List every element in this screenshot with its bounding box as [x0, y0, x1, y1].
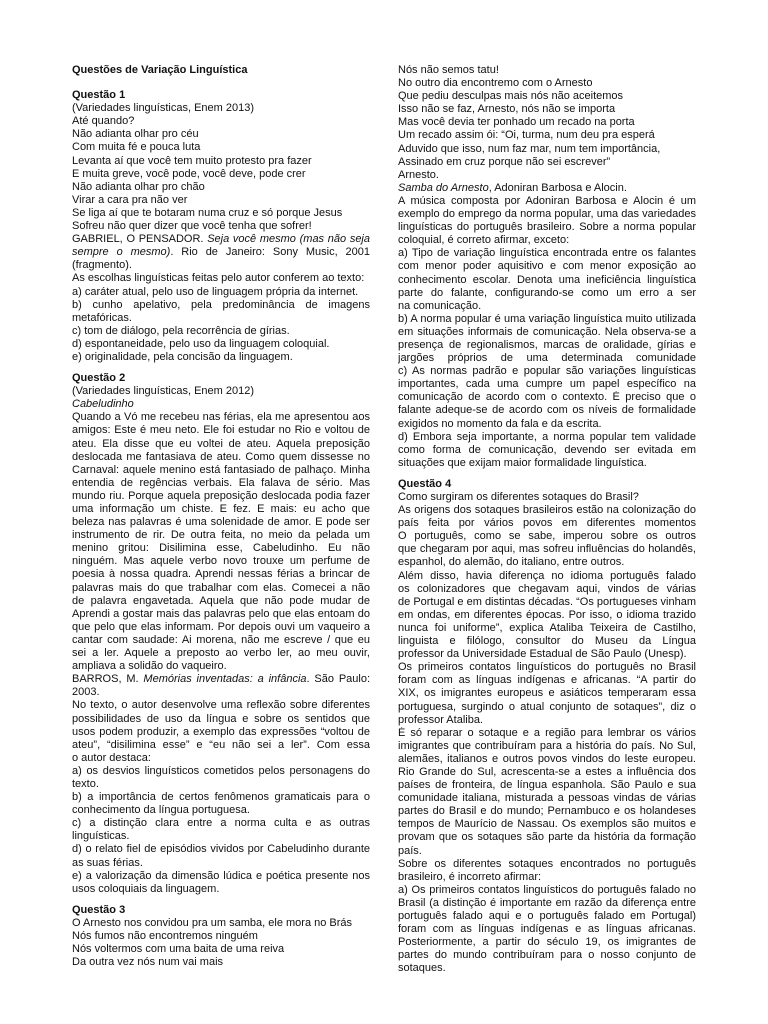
- lyric-line: No outro dia encontremo com o Arnesto: [398, 77, 593, 90]
- lyric-line: Que pediu desculpas mais nós não aceitemos: [398, 90, 624, 103]
- text-line: As origens dos sotaques brasileiros estão na colonização do: [398, 504, 696, 517]
- text-line: professor da Universidade Estadual de São Paulo (Unesp).: [398, 648, 687, 661]
- text-line: os colonizadores que chegavam aqui, vindos de várias: [398, 582, 696, 595]
- text-line: foram com as línguas indígenas e as línguas africanas.: [398, 923, 696, 936]
- question-3-lyrics: [72, 917, 370, 969]
- text-line: comunidade italiana, misturada a pessoas vindas de várias: [398, 792, 696, 805]
- text-line: espanhol, do alemão, do italiano, entre outros.: [398, 556, 625, 569]
- stem-line: usos podem produzir, a exemplo das expressões “voltou de: [72, 725, 370, 738]
- text-line: sotaques.: [398, 962, 446, 975]
- question-1-citation-cont: [72, 246, 370, 259]
- option-line: texto.: [72, 777, 99, 790]
- text-line: país feita por vários povos em diferentes momentos: [398, 517, 696, 530]
- right-column: [398, 64, 696, 975]
- lyric-line: Arnesto.: [398, 168, 439, 181]
- question-2-source: (Variedades linguísticas, Enem 2012): [72, 385, 255, 398]
- option-line: e) a valorização da dimensão lúdica e poética presente nos: [72, 869, 370, 882]
- text-line: que pelo que elas informam. Por depois ouvi um vaqueiro a: [72, 620, 370, 633]
- text-line: como forma de comunicação, devendo ser evitada em: [398, 443, 696, 456]
- text-line: portuguesa, surgindo o atual conjunto de sotaques”, diz o: [398, 700, 696, 713]
- question-1-citation-end: (fragmento).: [72, 259, 132, 272]
- text-line: exigidos no momento da fala e da escrita.: [398, 417, 602, 430]
- text-line: jargões próprios de uma determinada comunidade: [398, 352, 696, 365]
- text-line: Além disso, havia diferença no idioma português falado: [398, 569, 696, 582]
- text-line: presença de regionalismos, marcas de oralidade, gírias e: [398, 338, 696, 351]
- question-1-poem: [72, 115, 370, 233]
- poem-line: E muita greve, você pode, você deve, pode crer: [72, 167, 306, 180]
- option-line: c) tom de diálogo, pela recorrência de gírias.: [72, 324, 290, 337]
- text-line: Os primeiros contatos linguísticos do português no Brasil: [398, 661, 696, 674]
- text-line: português falado aqui e o português falado em Portugal): [398, 910, 696, 922]
- text-line: situações que exijam maior formalidade linguística.: [398, 456, 647, 469]
- question-2-text-title: Cabeludinho: [72, 398, 134, 411]
- text-line: Posteriormente, a partir do século 19, os imigrantes de: [398, 936, 696, 949]
- option-line: b) a importância de certos fenômenos gramaticais para o: [72, 791, 370, 804]
- poem-line: Se liga aí que te botaram numa cruz e só porque Jesus: [72, 206, 343, 219]
- text-line: d) Embora seja importante, a norma popular tem validade: [398, 430, 696, 443]
- lyric-line: Assinado em cruz porque não sei escrever”: [398, 155, 611, 168]
- text-line: conhecimento escolar. Denota uma ineficiência linguística: [398, 273, 696, 286]
- text-line: alemães, italianos e outros povos vindos do leste europeu.: [398, 752, 696, 765]
- text-line: brasileiro, é incorreto afirmar:: [398, 870, 542, 883]
- option-line: e) originalidade, pela concisão da linguagem.: [72, 350, 293, 363]
- text-line: de Portugal e em distintas décadas. “Os portugueses vinham: [398, 595, 696, 608]
- text-line: mundo riu. Porque aquela preposição deslocada podia fazer: [72, 489, 370, 502]
- text-line: em situações informais de comunicação. Nela observa-se a: [398, 325, 696, 338]
- text-line: parte do falante, configurando-se como um erro a ser: [398, 286, 696, 299]
- option-line: c) a distinção clara entre a norma culta e as outras: [72, 817, 370, 830]
- question-2-text: [72, 411, 370, 673]
- question-1-stem: As escolhas linguísticas feitas pelo autor conferem ao texto:: [72, 272, 365, 285]
- lyric-line: Mas você devia ter ponhado um recado na porta: [398, 116, 635, 129]
- stem-line: No texto, o autor desenvolve uma reflexão sobre diferentes: [72, 699, 370, 712]
- option-line: d) espontaneidade, pelo uso da linguagem coloquial.: [72, 337, 330, 350]
- text-line: ninguém. Mas aquele verbo novo trouxe um perfume de: [72, 555, 370, 568]
- text-line: partes do mundo contribuíram para o nosso conjunto de: [398, 949, 696, 962]
- left-column: [72, 64, 370, 969]
- question-4-heading: Questão 4: [398, 477, 452, 490]
- question-4-text: [398, 491, 696, 975]
- text-line: ateu. Ela disse que eu voltei de ateu. Aquela preposição: [72, 437, 370, 450]
- option-line: metafóricas.: [72, 311, 132, 324]
- citation-work-cont: sempre o mesmo): [72, 246, 171, 259]
- text-line: palavras mais do que trabalhar com elas. Comecei a não: [72, 581, 370, 594]
- text-line: a) Os primeiros contatos linguísticos do português falado no: [398, 883, 696, 896]
- citation-work: Seja você mesmo (mas não seja: [207, 233, 370, 246]
- citation-authors: , Adoniran Barbosa e Alocin.: [488, 181, 627, 194]
- option-line: a) os desvios linguísticos cometidos pelos personagens do: [72, 764, 370, 777]
- text-line: linguísticas do português brasileiro. Sobre a norma popular: [398, 221, 696, 234]
- question-2-stem: [72, 699, 370, 764]
- option-line: b) cunho apelativo, pela predominância de imagens: [72, 298, 370, 311]
- question-3-text: [398, 195, 696, 470]
- text-line: c) As normas padrão e popular são variações linguísticas: [398, 365, 696, 378]
- text-line: falante adeque-se de acordo com os níveis de formalidade: [398, 404, 696, 417]
- poem-line: Sofreu não quer dizer que você tenha que sofrer!: [72, 220, 312, 233]
- text-line: uma informação um chiste. E fez. E mais: eu acho que: [72, 503, 370, 515]
- text-line: na comunicação.: [398, 299, 482, 312]
- poem-line: Levanta aí que você tem muito protesto pra fazer: [72, 154, 312, 167]
- text-line: em ondas, em diferentes épocas. Por isso, o idioma trazido: [398, 608, 696, 621]
- lyric-line: Isso não se faz, Arnesto, nós não se importa: [398, 103, 616, 116]
- citation-publisher: . São Paulo:: [306, 673, 370, 686]
- text-line: de palavra engavetada. Aquela que não pode mudar de: [72, 594, 370, 607]
- text-line: partes do Brasil e do mundo; Pernambuco e os holandeses: [398, 805, 696, 818]
- text-line: coloquial, é correto afirmar, exceto:: [398, 234, 570, 247]
- question-1-source: (Variedades linguísticas, Enem 2013): [72, 102, 255, 115]
- lyric-line: O Arnesto nos convidou pra um samba, ele mora no Brás: [72, 916, 353, 929]
- question-1-heading: Questão 1: [72, 89, 126, 102]
- poem-line: Virar a cara pra não ver: [72, 193, 188, 206]
- text-line: importantes, cada uma cumpre um papel específico na: [398, 378, 696, 391]
- question-1-options: [72, 286, 370, 365]
- text-line: professor Ataliba.: [398, 713, 483, 726]
- stem-line: o autor destaca:: [72, 751, 151, 764]
- citation-author: GABRIEL, O PENSADOR.: [72, 233, 204, 246]
- lyric-line: Da outra vez nós num vai mais: [72, 956, 224, 969]
- text-line: Quando a Vó me recebeu nas férias, ela me apresentou aos: [72, 411, 370, 424]
- text-line: imigrantes que contribuíram para a história do país. No Sul,: [398, 739, 696, 752]
- text-line: É só reparar o sotaque e a região para lembrar os vários: [398, 726, 696, 739]
- lyric-line: Aduvido que isso, num faz mar, num tem importância,: [398, 142, 661, 155]
- text-line: Brasil (a distinção é importante em razão da diferença entre: [398, 896, 696, 909]
- text-line: Carnaval: aquele menino está fantasiado de palhaço. Minha: [72, 463, 370, 476]
- text-line: ampliava a solidão do vaqueiro.: [72, 660, 227, 673]
- text-line: Como surgiram os diferentes sotaques do Brasil?: [398, 491, 639, 503]
- text-line: país.: [398, 844, 422, 857]
- citation-work: Memórias inventadas: a infância: [143, 673, 307, 686]
- text-line: XIX, os imigrantes europeus e asiáticos temperaram essa: [398, 687, 696, 700]
- question-3-heading: Questão 3: [72, 903, 126, 916]
- document-title: Questões de Variação Linguística: [72, 64, 248, 76]
- text-line: que chegaram por aqui, mas sofreu influências do holandês,: [398, 543, 696, 556]
- text-line: entendia de regências verbais. Ela falava de sério. Mas: [72, 476, 370, 489]
- text-line: instrumento de rir. De outra feita, no meio da pelada um: [72, 529, 370, 542]
- text-line: A música composta por Adoniran Barbosa e Alocin é um: [398, 194, 696, 207]
- lyric-line: Nós não semos tatu!: [398, 64, 499, 76]
- question-2-options: [72, 765, 370, 896]
- text-line: b) A norma popular é uma variação linguística muito utilizada: [398, 312, 696, 325]
- text-line: O português, como se sabe, imperou sobre os outros: [398, 530, 696, 543]
- text-line: com menor poder aquisitivo e com menor exposição ao: [398, 260, 696, 273]
- citation-author: BARROS, M.: [72, 673, 139, 686]
- text-line: nunca foi uniforme”, explica Ataliba Teixeira de Castilho,: [398, 621, 696, 634]
- question-2-citation-year: 2003.: [72, 686, 100, 699]
- text-line: foram com as línguas indígenas e africanas. “A partir do: [398, 674, 696, 687]
- question-1-citation: [72, 233, 370, 246]
- citation-publisher: . Rio de Janeiro: Sony Music, 2001: [170, 246, 370, 259]
- text-line: beleza nas palavras é uma solenidade de amor. E pode ser: [72, 516, 370, 529]
- stem-line: possibilidades de uso da língua e sobre os sentidos que: [72, 712, 370, 725]
- lyric-line: Nós fumos não encontremos ninguém: [72, 930, 258, 942]
- option-line: a) caráter atual, pelo uso de linguagem própria da internet.: [72, 285, 359, 298]
- option-line: conhecimento da língua portuguesa.: [72, 804, 250, 817]
- option-line: d) o relato fiel de episódios vividos por Cabeludinho durante: [72, 843, 370, 856]
- question-2-heading: Questão 2: [72, 372, 126, 385]
- option-line: linguísticas.: [72, 830, 130, 843]
- lyric-line: Um recado assim ói: “Oi, turma, num deu pra esperá: [398, 129, 655, 142]
- text-line: a) Tipo de variação linguística encontrada entre os falantes: [398, 247, 696, 260]
- text-line: países de fronteira, de língua espanhola. São Paulo e sua: [398, 779, 696, 792]
- text-line: Rio Grande do Sul, acrescenta-se a estes a influência dos: [398, 765, 696, 778]
- citation-work: Samba do Arnesto: [398, 181, 489, 194]
- text-line: exemplo do emprego da norma popular, uma das variedades: [398, 208, 696, 221]
- poem-line: Não adianta olhar pro chão: [72, 180, 205, 193]
- option-line: as suas férias.: [72, 856, 143, 869]
- text-line: Aprendi a gostar mais das palavras pelo que elas entoam do: [72, 607, 370, 620]
- poem-line: Até quando?: [72, 115, 135, 128]
- text-line: poesia à nossa quadra. Aprendi nessas férias a brincar de: [72, 568, 370, 581]
- poem-line: Com muita fé e pouca luta: [72, 141, 201, 154]
- question-2-citation: [72, 673, 370, 686]
- text-line: deslocada me fantasiava de ateu. Como quem dissesse no: [72, 450, 370, 463]
- option-line: usos coloquiais da linguagem.: [72, 882, 220, 895]
- text-line: sei a ler. Aquele a preposto ao verbo ler, ao meu ouvir,: [72, 647, 370, 660]
- text-line: provam que os sotaques são parte da história da formação: [398, 831, 696, 844]
- text-line: linguista e filólogo, consultor do Museu da Língua: [398, 635, 696, 648]
- question-3-citation: [398, 182, 696, 195]
- text-line: Sobre os diferentes sotaques encontrados no português: [398, 857, 696, 870]
- text-line: comunicação de acordo com o contexto. É preciso que o: [398, 391, 696, 404]
- text-line: amigos: Este é meu neto. Ele foi estudar no Rio e voltou de: [72, 424, 370, 437]
- text-line: tempos de Maurício de Nassau. Os exemplos são muitos e: [398, 818, 696, 831]
- lyric-line: Nós voltermos com uma baita de uma reiva: [72, 943, 285, 956]
- stem-line: ateu”, “disilimina esse” e “eu não sei a ler”. Com essa: [72, 738, 370, 751]
- text-line: menino gritou: Disilimina esse, Cabeludinho. Eu não: [72, 542, 370, 555]
- poem-line: Não adianta olhar pro céu: [72, 128, 199, 141]
- question-3-lyrics-cont: [398, 64, 696, 182]
- text-line: cantar com saudade: Ai morena, não me escreve / que eu: [72, 633, 370, 646]
